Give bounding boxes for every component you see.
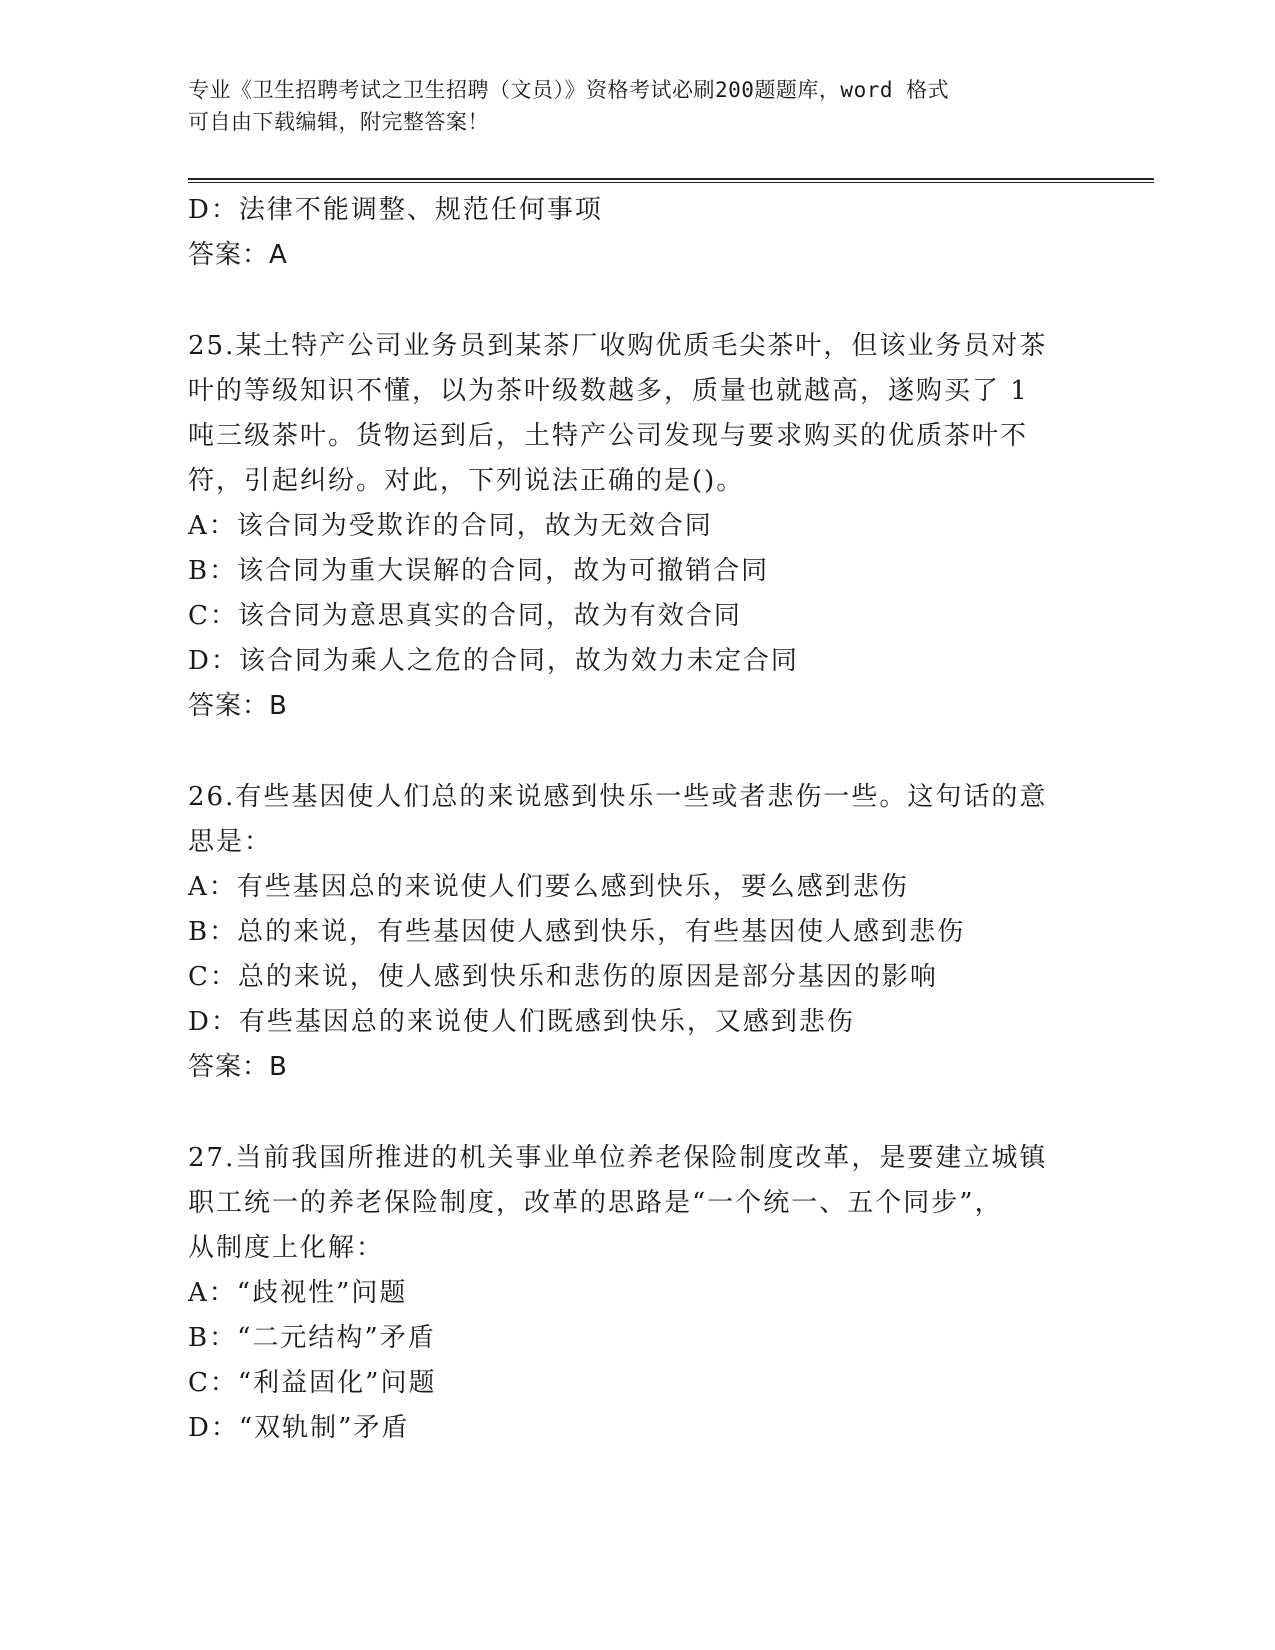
answer-line: 答案：B — [188, 1052, 288, 1082]
question-text-line: 25.某土特产公司业务员到某茶厂收购优质毛尖茶叶，但该业务员对茶 — [188, 331, 1048, 361]
option-c: C：该合同为意思真实的合同，故为有效合同 — [188, 601, 742, 631]
question-text-line: 26.有些基因使人们总的来说感到快乐一些或者悲伤一些。这句话的意 — [188, 782, 1048, 812]
question-block-26 — [188, 775, 1088, 1090]
question-text-line: 符，引起纠纷。对此，下列说法正确的是()。 — [188, 466, 745, 496]
question-text-line: 职工统一的养老保险制度，改革的思路是“一个统一、五个同步”， — [188, 1188, 1003, 1218]
option-a: A：“歧视性”问题 — [188, 1278, 408, 1308]
question-block-25 — [188, 324, 1088, 729]
option-c: C：“利益固化”问题 — [188, 1368, 437, 1398]
option-d: D：有些基因总的来说使人们既感到快乐，又感到悲伤 — [188, 1007, 855, 1037]
answer-line: 答案：A — [188, 240, 288, 270]
block-spacer — [188, 278, 1088, 324]
question-block-24 — [188, 188, 1088, 278]
option-a: A：该合同为受欺诈的合同，故为无效合同 — [188, 511, 713, 541]
option-c: C：总的来说，使人感到快乐和悲伤的原因是部分基因的影响 — [188, 962, 938, 992]
header-line-2: 可自由下载编辑，附完整答案！ — [188, 110, 489, 134]
option-d: D：该合同为乘人之危的合同，故为效力未定合同 — [188, 646, 799, 676]
block-spacer — [188, 1090, 1088, 1136]
question-text-line: 思是： — [188, 827, 273, 857]
option-b: B：该合同为重大误解的合同，故为可撤销合同 — [188, 556, 770, 586]
option-b: B：“二元结构”矛盾 — [188, 1323, 436, 1353]
page-header — [188, 74, 1088, 138]
question-text-line: 叶的等级知识不懂，以为茶叶级数越多，质量也就越高，遂购买了 1 — [188, 376, 1029, 406]
answer-line: 答案：B — [188, 691, 288, 721]
question-text-line: 从制度上化解： — [188, 1233, 385, 1263]
option-d: D：“双轨制”矛盾 — [188, 1413, 410, 1443]
option-b: B：总的来说，有些基因使人感到快乐，有些基因使人感到悲伤 — [188, 917, 966, 947]
question-text-line: 吨三级茶叶。货物运到后，土特产公司发现与要求购买的优质茶叶不 — [188, 421, 1029, 451]
header-divider — [188, 178, 1154, 183]
document-body — [188, 188, 1088, 1451]
option-a: A：有些基因总的来说使人们要么感到快乐，要么感到悲伤 — [188, 872, 909, 902]
option-d: D：法律不能调整、规范任何事项 — [188, 195, 603, 225]
question-block-27 — [188, 1136, 1088, 1451]
block-spacer — [188, 729, 1088, 775]
header-line-1: 专业《卫生招聘考试之卫生招聘（文员）》资格考试必刷200题题库，word 格式 — [188, 78, 950, 102]
question-text-line: 27.当前我国所推进的机关事业单位养老保险制度改革，是要建立城镇 — [188, 1143, 1048, 1173]
